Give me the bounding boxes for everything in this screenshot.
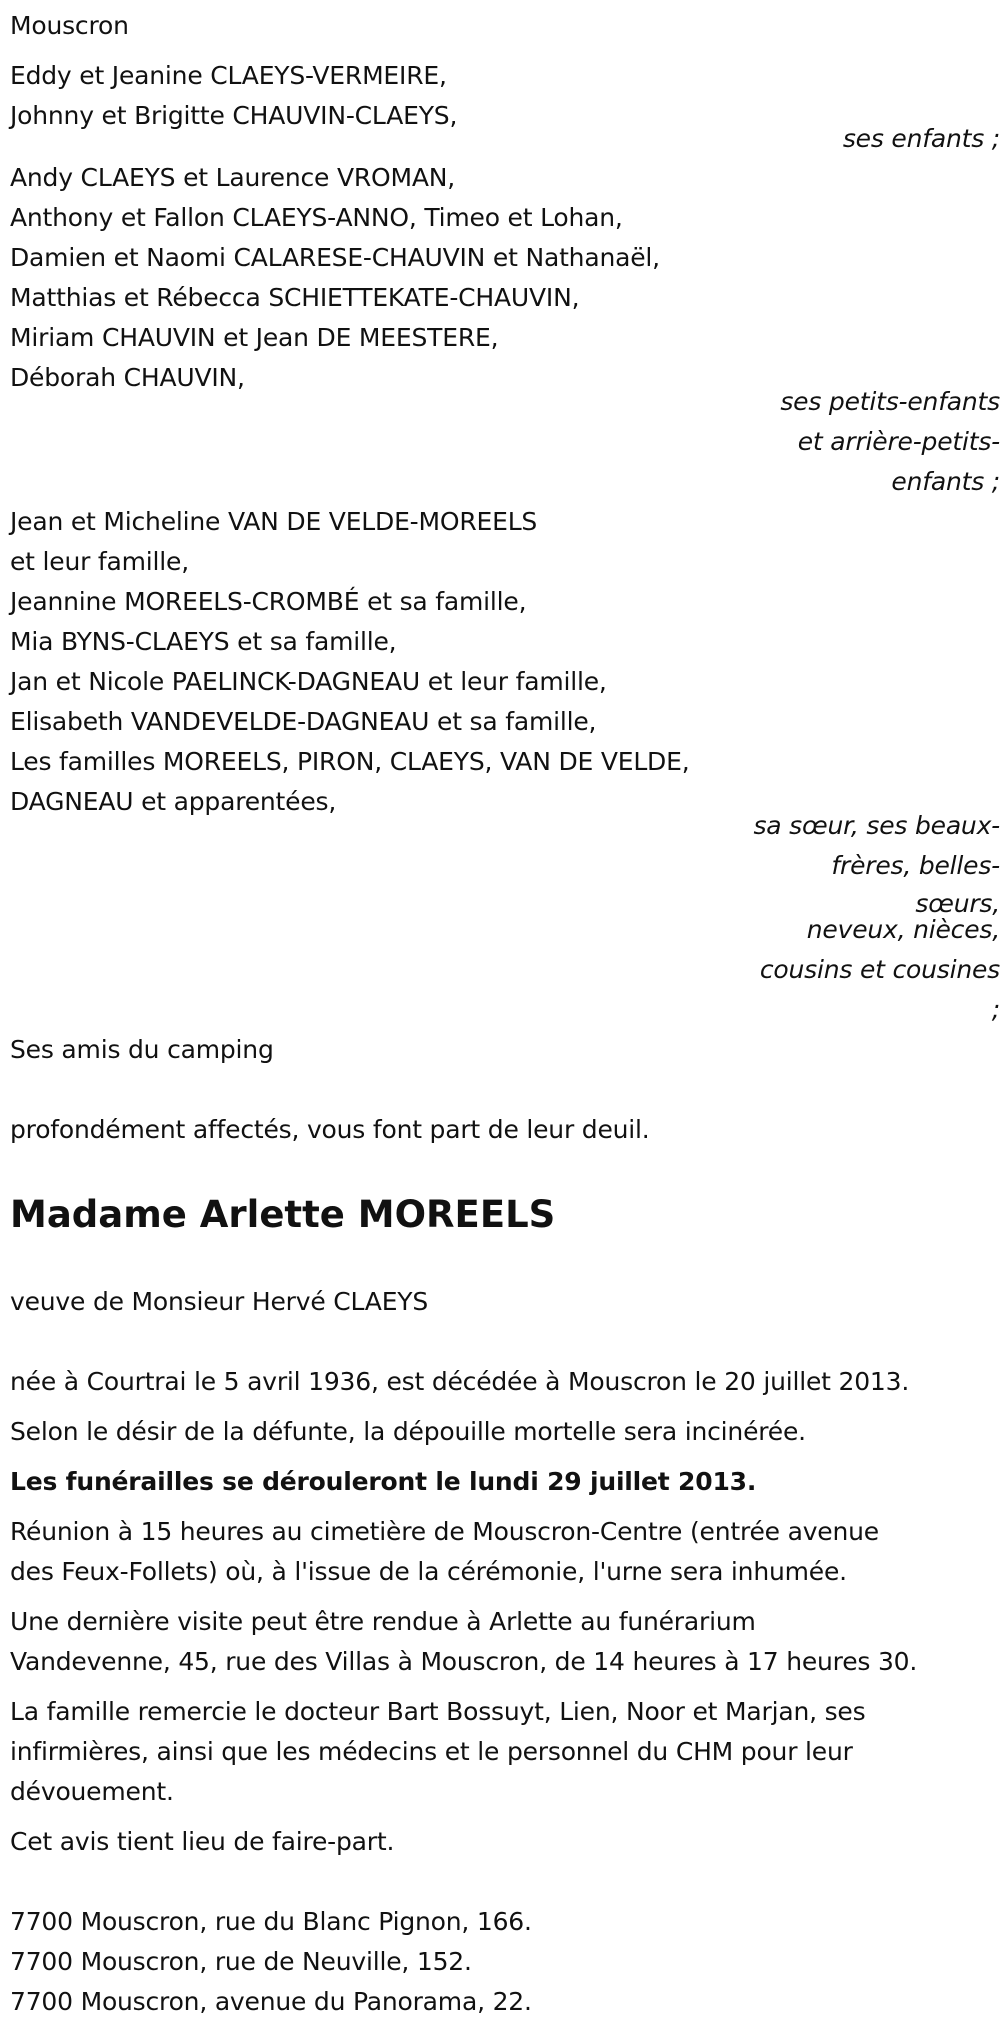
address-line-2: 7700 Mouscron, rue de Neuville, 152. — [10, 1947, 472, 1976]
birth-death-line: née à Courtrai le 5 avril 1936, est décédée à Mouscron le 20 juillet 2013. — [10, 1367, 910, 1396]
grandchildren-role-2: et arrière-petits- — [797, 427, 1000, 456]
relatives-line-3: Jeannine MOREELS-CROMBÉ et sa famille, — [10, 587, 527, 616]
relatives-line-6: Elisabeth VANDEVELDE-DAGNEAU et sa famille, — [10, 707, 597, 736]
grandchildren-line-3: Damien et Naomi CALARESE-CHAUVIN et Nathanaël, — [10, 243, 660, 272]
relatives-role-3: sœurs, — [915, 889, 1000, 918]
children-role: ses enfants ; — [842, 124, 1000, 153]
obituary-document — [10, 0, 1000, 2026]
wish-line: Selon le désir de la défunte, la dépouille mortelle sera incinérée. — [10, 1417, 806, 1446]
grandchildren-line-4: Matthias et Rébecca SCHIETTEKATE-CHAUVIN, — [10, 283, 580, 312]
grandchildren-role-1: ses petits-enfants — [780, 387, 1000, 416]
widow-of-line: veuve de Monsieur Hervé CLAEYS — [10, 1287, 429, 1316]
address-line-1: 7700 Mouscron, rue du Blanc Pignon, 166. — [10, 1907, 532, 1936]
relatives-role-2: frères, belles- — [831, 851, 1000, 880]
children-line-2: Johnny et Brigitte CHAUVIN-CLAEYS, — [10, 101, 458, 130]
address-line-3: 7700 Mouscron, avenue du Panorama, 22. — [10, 1987, 532, 2016]
visit-line-1: Une dernière visite peut être rendue à Arlette au funérarium — [10, 1607, 756, 1636]
relatives-role-6: ; — [991, 995, 1000, 1024]
visit-line-2: Vandevenne, 45, rue des Villas à Mouscron, de 14 heures à 17 heures 30. — [10, 1647, 918, 1676]
relatives-line-8: DAGNEAU et apparentées, — [10, 787, 337, 816]
thanks-line-3: dévouement. — [10, 1777, 174, 1806]
deceased-name: Madame Arlette MOREELS — [10, 1193, 556, 1236]
grandchildren-line-6: Déborah CHAUVIN, — [10, 363, 245, 392]
grandchildren-line-1: Andy CLAEYS et Laurence VROMAN, — [10, 163, 456, 192]
thanks-line-1: La famille remercie le docteur Bart Bossuyt, Lien, Noor et Marjan, ses — [10, 1697, 866, 1726]
children-line-1: Eddy et Jeanine CLAEYS-VERMEIRE, — [10, 61, 447, 90]
announcement-line: profondément affectés, vous font part de leur deuil. — [10, 1115, 650, 1144]
funeral-date-line: Les funérailles se dérouleront le lundi 29 juillet 2013. — [10, 1467, 757, 1496]
thanks-line-2: infirmières, ainsi que les médecins et le personnel du CHM pour leur — [10, 1737, 853, 1766]
friends-line: Ses amis du camping — [10, 1035, 274, 1064]
grandchildren-line-5: Miriam CHAUVIN et Jean DE MEESTERE, — [10, 323, 499, 352]
relatives-line-5: Jan et Nicole PAELINCK-DAGNEAU et leur famille, — [10, 667, 607, 696]
relatives-role-4: neveux, nièces, — [806, 915, 1000, 944]
relatives-line-1: Jean et Micheline VAN DE VELDE-MOREELS — [10, 507, 538, 536]
relatives-role-1: sa sœur, ses beaux- — [753, 811, 1000, 840]
notice-line: Cet avis tient lieu de faire-part. — [10, 1827, 395, 1856]
reunion-line-1: Réunion à 15 heures au cimetière de Mouscron-Centre (entrée avenue — [10, 1517, 879, 1546]
relatives-line-7: Les familles MOREELS, PIRON, CLAEYS, VAN DE VELDE, — [10, 747, 690, 776]
reunion-line-2: des Feux-Follets) où, à l'issue de la cérémonie, l'urne sera inhumée. — [10, 1557, 847, 1586]
relatives-line-2: et leur famille, — [10, 547, 189, 576]
relatives-role-5: cousins et cousines — [759, 955, 1000, 984]
relatives-line-4: Mia BYNS-CLAEYS et sa famille, — [10, 627, 397, 656]
grandchildren-role-3: enfants ; — [891, 467, 1000, 496]
city-heading: Mouscron — [10, 11, 129, 40]
grandchildren-line-2: Anthony et Fallon CLAEYS-ANNO, Timeo et Lohan, — [10, 203, 623, 232]
